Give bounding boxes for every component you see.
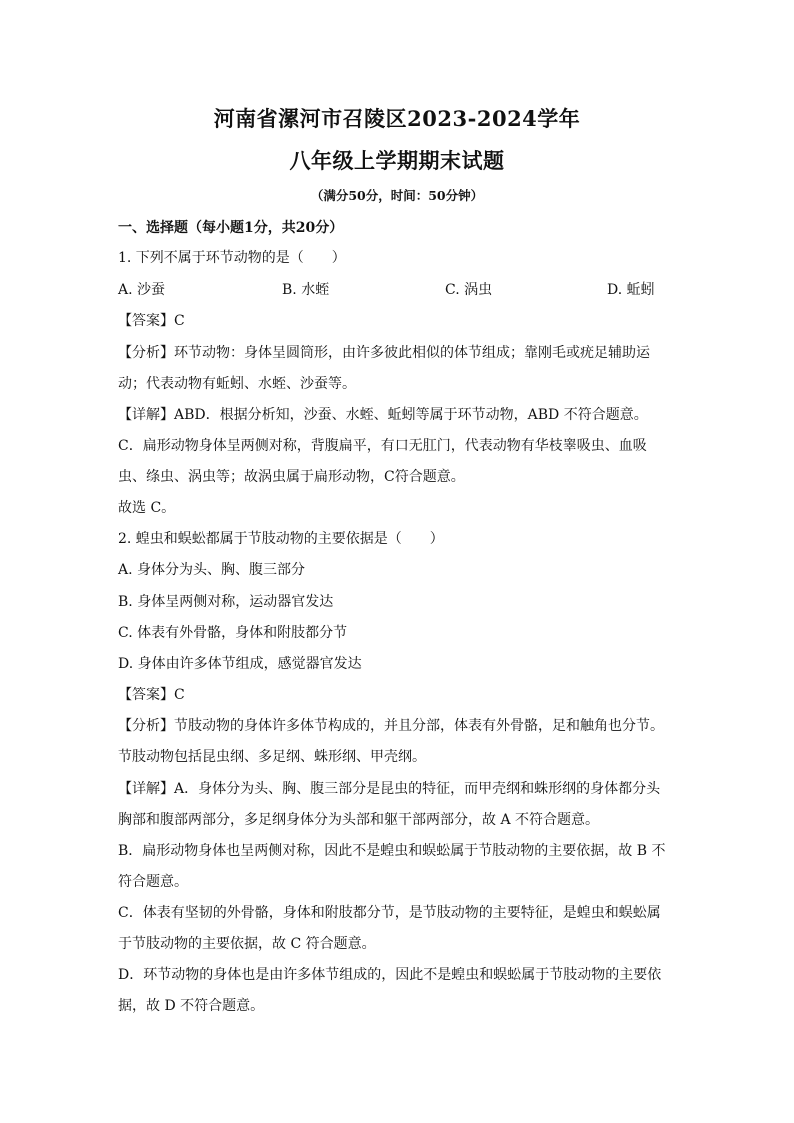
- question-1-detail-line1: 【详解】ABD．根据分析知，沙蚕、水蛭、蚯蚓等属于环节动物，ABD 不符合题意。: [118, 407, 648, 423]
- question-1-option-b: B. 水蛭: [282, 282, 330, 298]
- question-2-answer: 【答案】C: [118, 687, 185, 703]
- document-title-line1: 河南省漯河市召陵区2023-2024学年: [213, 106, 581, 131]
- document-title-line2: 八年级上学期期末试题: [289, 148, 505, 173]
- question-1-conclusion: 故选 C。: [118, 500, 176, 516]
- question-1-option-d: D. 蚯蚓: [607, 282, 655, 298]
- section-heading: 一、选择题（每小题1分，共20分）: [118, 220, 344, 236]
- question-2-analysis-line1: 【分析】节肢动物的身体许多体节构成的，并且分部，体表有外骨骼，足和触角也分节。: [118, 718, 664, 734]
- question-2-option-d: D. 身体由许多体节组成，感觉器官发达: [118, 656, 362, 672]
- question-2-stem: 2. 蝗虫和蜈蚣都属于节肢动物的主要依据是（ ）: [118, 531, 444, 547]
- question-2-detail-line6: 于节肢动物的主要依据，故 C 符合题意。: [118, 936, 376, 952]
- question-2-detail-line3: B．扁形动物身体也呈两侧对称，因此不是蝗虫和蜈蚣属于节肢动物的主要依据，故 B 不: [118, 843, 666, 859]
- question-1-analysis-line1: 【分析】环节动物：身体呈圆筒形，由许多彼此相似的体节组成；靠刚毛或疣足辅助运: [118, 345, 650, 361]
- question-2-detail-line1: 【详解】A．身体分为头、胸、腹三部分是昆虫的特征，而甲壳纲和蛛形纲的身体都分头: [118, 781, 661, 797]
- exam-info: （满分50分，时间：50分钟）: [310, 188, 484, 203]
- question-1-detail-line2: C．扁形动物身体呈两侧对称，背腹扁平，有口无肛门，代表动物有华枝睾吸虫、血吸: [118, 438, 647, 454]
- question-1-analysis-line2: 动；代表动物有蚯蚓、水蛭、沙蚕等。: [118, 376, 356, 392]
- question-2-detail-line7: D．环节动物的身体也是由许多体节组成的，因此不是蝗虫和蜈蚣属于节肢动物的主要依: [118, 967, 662, 983]
- question-2-analysis-line2: 节肢动物包括昆虫纲、多足纲、蛛形纲、甲壳纲。: [118, 749, 426, 765]
- question-2-detail-line2: 胸部和腹部两部分，多足纲身体分为头部和躯干部两部分，故 A 不符合题意。: [118, 812, 600, 828]
- question-1-answer: 【答案】C: [118, 313, 185, 329]
- question-2-detail-line4: 符合题意。: [118, 874, 188, 890]
- question-2-option-a: A. 身体分为头、胸、腹三部分: [118, 562, 306, 578]
- question-2-option-b: B. 身体呈两侧对称，运动器官发达: [118, 594, 334, 610]
- question-1-option-a: A. 沙蚕: [118, 282, 166, 298]
- question-2-detail-line8: 据，故 D 不符合题意。: [118, 998, 265, 1014]
- question-2-detail-line5: C．体表有坚韧的外骨骼，身体和附肢都分节，是节肢动物的主要特征，是蝗虫和蜈蚣属: [118, 905, 661, 921]
- question-1-detail-line3: 虫、绦虫、涡虫等；故涡虫属于扁形动物，C符合题意。: [118, 469, 465, 485]
- question-1-stem: 1. 下列不属于环节动物的是（ ）: [118, 250, 346, 266]
- question-1-option-c: C. 涡虫: [445, 282, 493, 298]
- question-2-option-c: C. 体表有外骨骼，身体和附肢都分节: [118, 625, 348, 641]
